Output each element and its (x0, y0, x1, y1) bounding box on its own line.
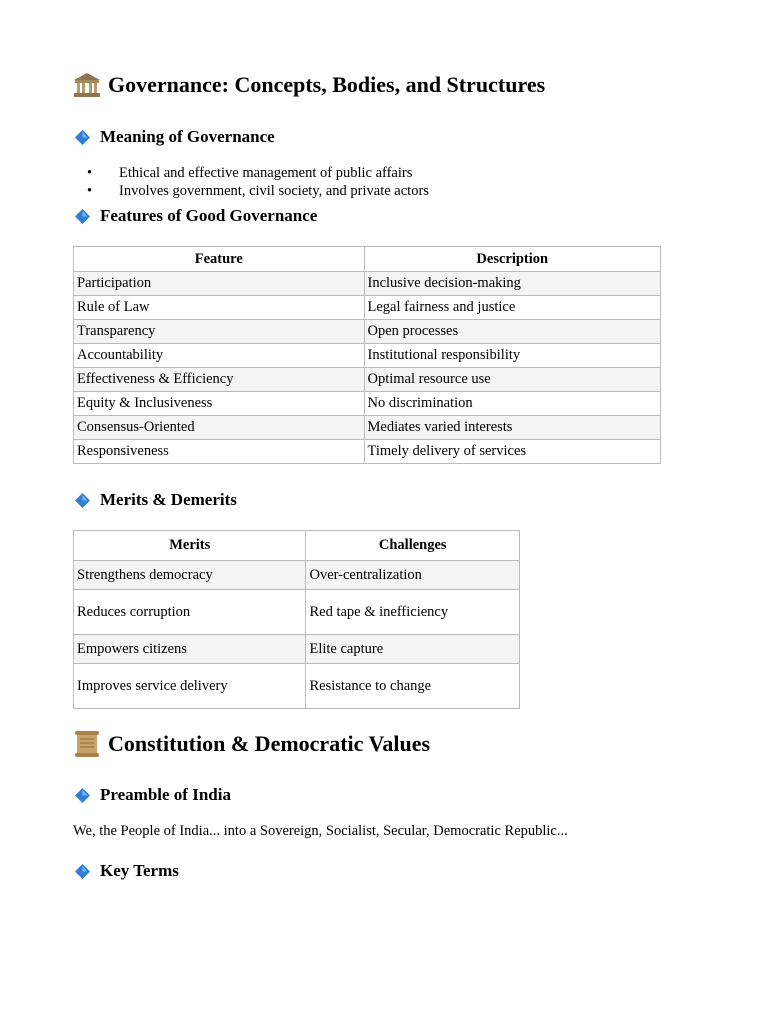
table-row (74, 344, 661, 368)
preamble-text: We, the People of India... into a Sovereign, Socialist, Secular, Democratic Republic... (73, 823, 568, 839)
merits-table (73, 530, 520, 709)
table-cell: Equity & Inclusiveness (74, 392, 365, 416)
table-cell: Participation (74, 272, 365, 296)
table-cell: Rule of Law (74, 296, 365, 320)
table-header-row (74, 247, 661, 272)
section-heading-meaning: Meaning of Governance (75, 127, 275, 147)
section-heading-preamble: Preamble of India (75, 785, 231, 805)
table-cell: Over-centralization (306, 561, 520, 590)
table-row (74, 368, 661, 392)
table-cell: Transparency (74, 320, 365, 344)
table-row (74, 272, 661, 296)
section-heading-merits: Merits & Demerits (75, 490, 237, 510)
table-cell: Timely delivery of services (364, 440, 661, 464)
blue-diamond-icon (75, 209, 90, 224)
table-row (74, 392, 661, 416)
page-title (73, 72, 545, 98)
blue-diamond-icon (75, 493, 90, 508)
section-title-text: Constitution & Democratic Values (108, 731, 431, 756)
table-row (74, 590, 520, 635)
table-row (74, 416, 661, 440)
blue-diamond-icon (75, 864, 90, 879)
table-cell: Resistance to change (306, 664, 520, 709)
table-row (74, 440, 661, 464)
column-header-description: Description (364, 247, 661, 272)
table-cell: Legal fairness and justice (364, 296, 661, 320)
table-cell: Responsiveness (74, 440, 365, 464)
scroll-icon (73, 730, 101, 758)
table-cell: Elite capture (306, 635, 520, 664)
table-row (74, 296, 661, 320)
title-text: Governance: Concepts, Bodies, and Structures (108, 72, 546, 97)
table-cell: Strengthens democracy (74, 561, 306, 590)
column-header-challenges: Challenges (306, 531, 520, 561)
section-heading-key-terms: Key Terms (75, 861, 179, 881)
list-item: • Ethical and effective management of public affairs (87, 165, 413, 181)
table-cell: Inclusive decision-making (364, 272, 661, 296)
table-header-row (74, 531, 520, 561)
table-cell: No discrimination (364, 392, 661, 416)
table-cell: Optimal resource use (364, 368, 661, 392)
column-header-merits: Merits (74, 531, 306, 561)
table-cell: Improves service delivery (74, 664, 306, 709)
column-header-feature: Feature (74, 247, 365, 272)
table-row (74, 635, 520, 664)
table-row (74, 664, 520, 709)
table-cell: Consensus-Oriented (74, 416, 365, 440)
table-row (74, 561, 520, 590)
features-table (73, 246, 661, 464)
section-heading-features: Features of Good Governance (75, 206, 317, 226)
table-cell: Reduces corruption (74, 590, 306, 635)
list-item: • Involves government, civil society, and private actors (87, 182, 429, 199)
table-cell: Effectiveness & Efficiency (74, 368, 365, 392)
table-cell: Mediates varied interests (364, 416, 661, 440)
table-cell: Accountability (74, 344, 365, 368)
blue-diamond-icon (75, 130, 90, 145)
table-cell: Red tape & inefficiency (306, 590, 520, 635)
blue-diamond-icon (75, 788, 90, 803)
classical-building-icon (73, 72, 101, 98)
table-row (74, 320, 661, 344)
table-cell: Open processes (364, 320, 661, 344)
meaning-bullet-list (87, 165, 429, 200)
section-title-constitution (73, 730, 430, 758)
table-cell: Institutional responsibility (364, 344, 661, 368)
table-cell: Empowers citizens (74, 635, 306, 664)
